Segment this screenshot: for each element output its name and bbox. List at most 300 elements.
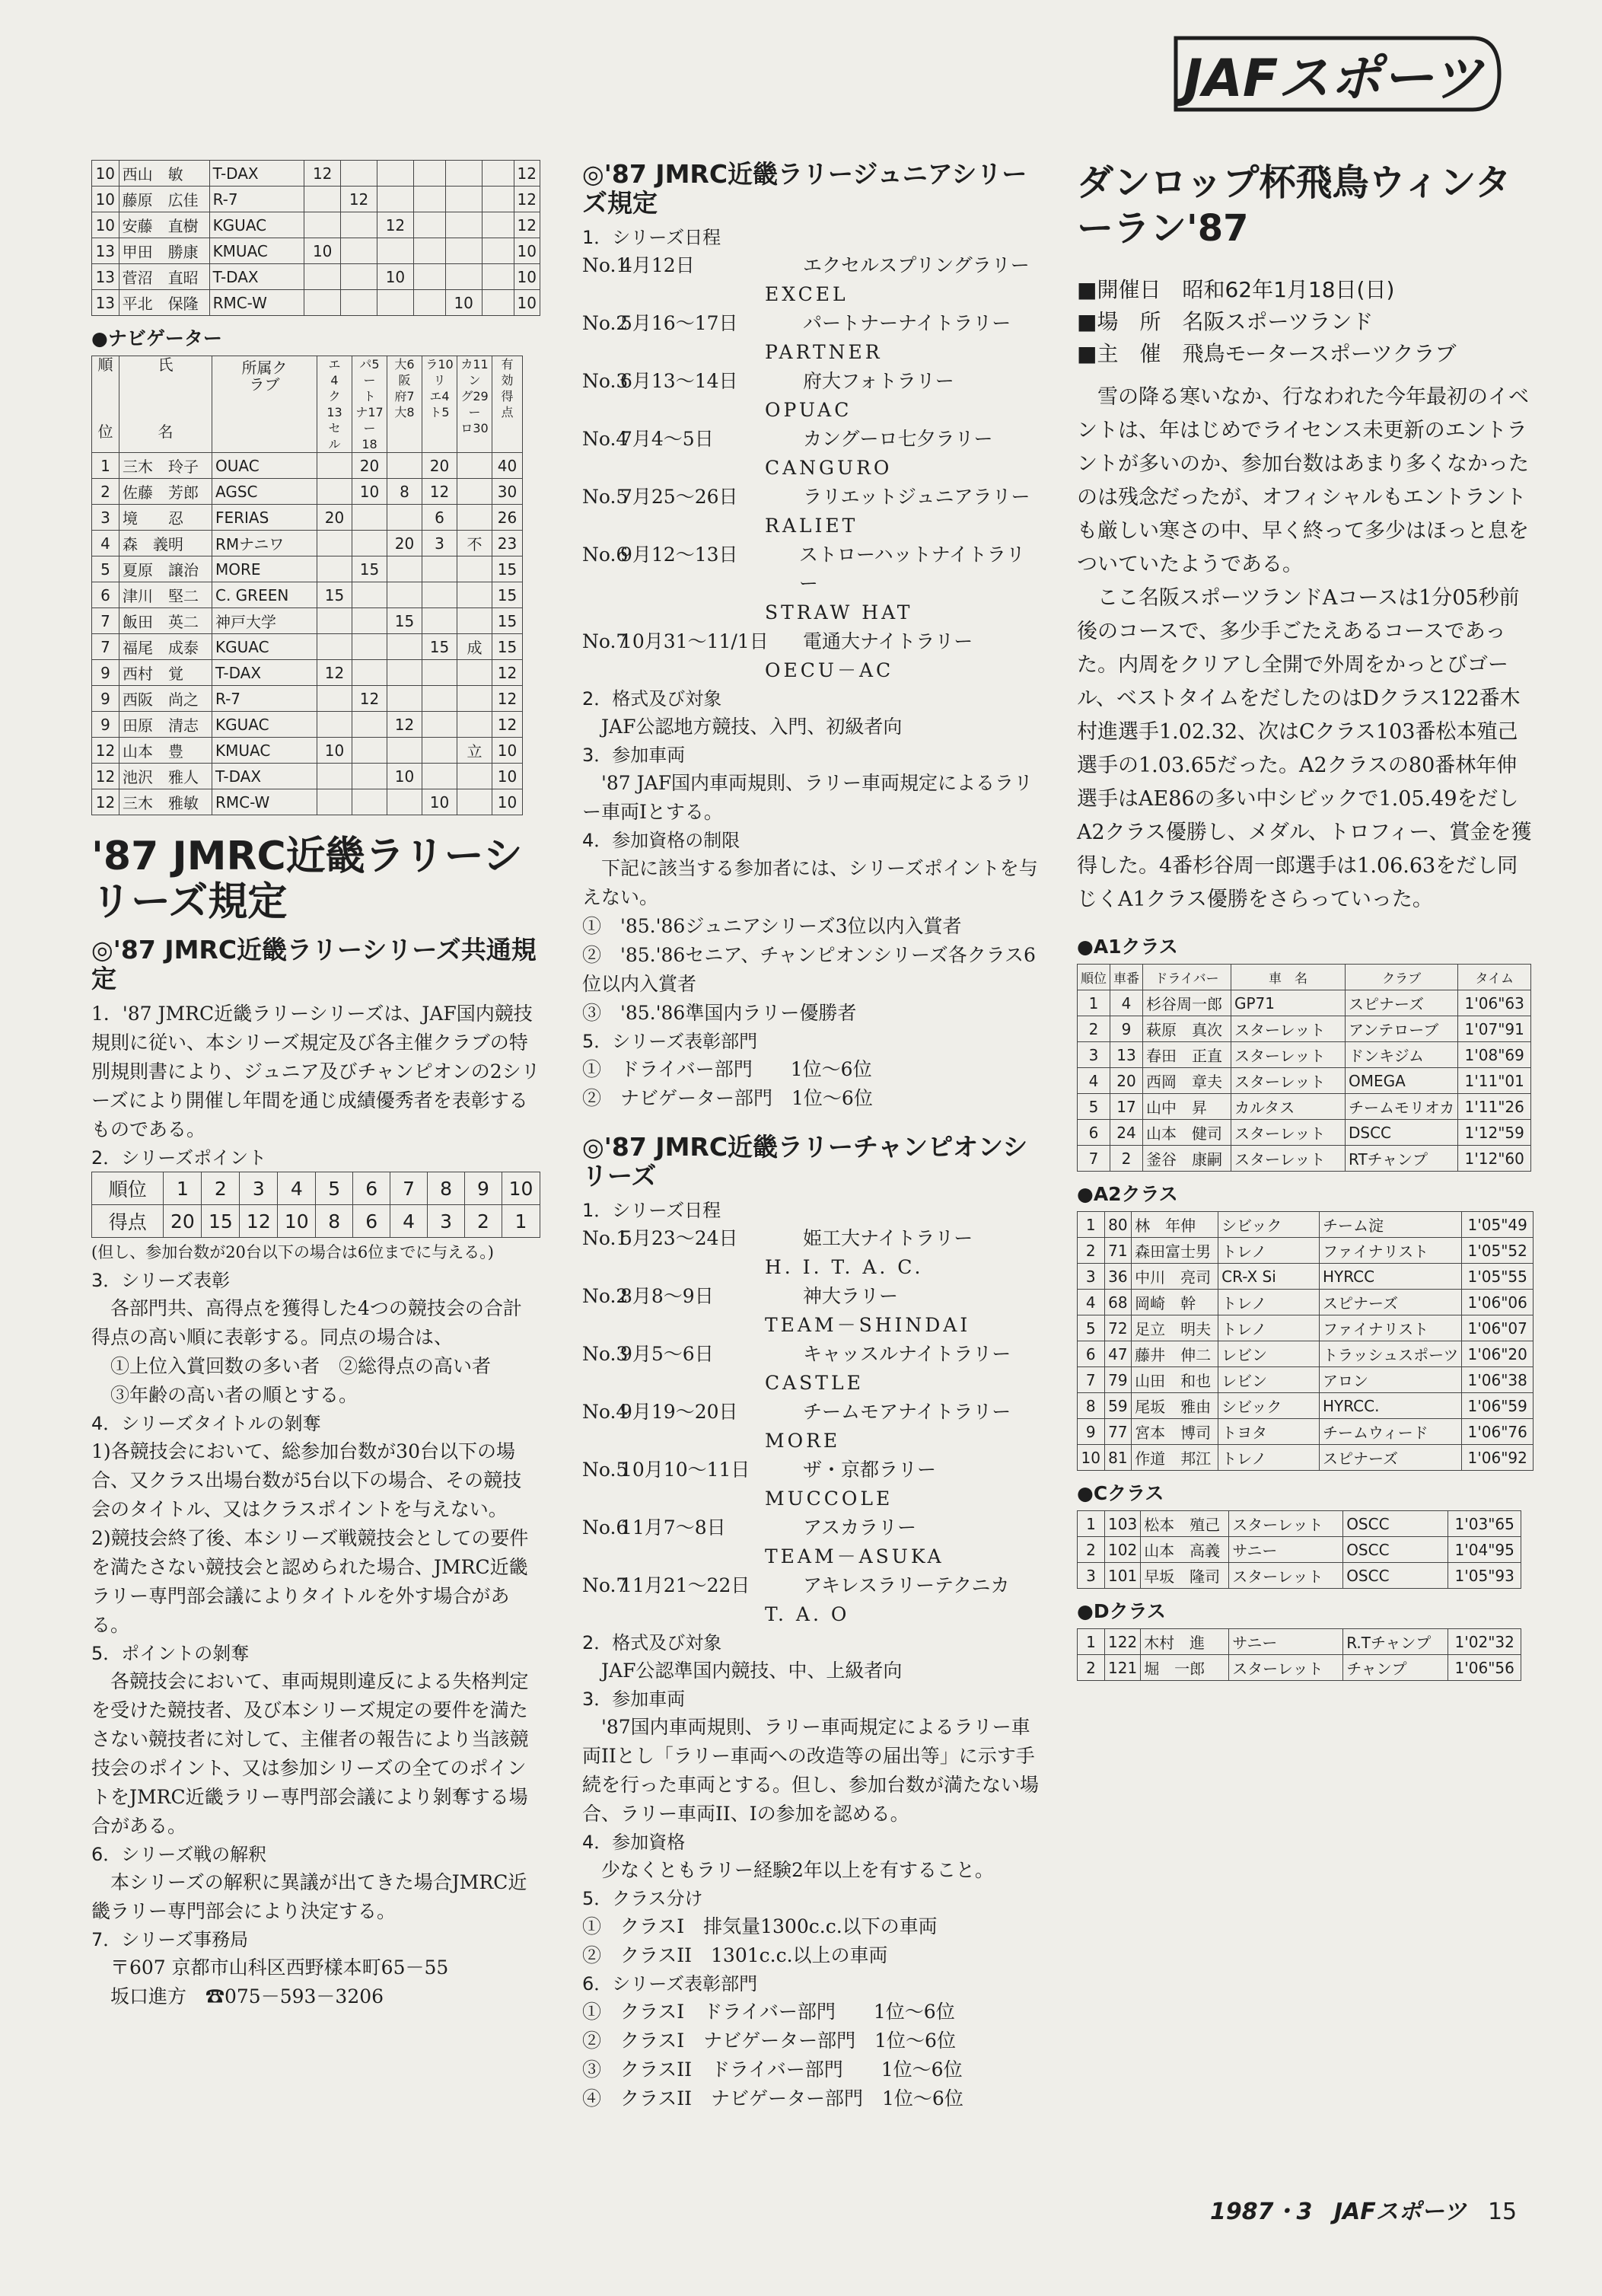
table-cell <box>387 505 422 531</box>
table-cell <box>457 660 492 686</box>
table-cell: 1'06"56 <box>1448 1655 1521 1681</box>
schedule-no: No.5 <box>582 1459 629 1481</box>
column-right <box>1077 160 1534 1681</box>
table-cell: 10 <box>92 187 119 212</box>
table-cell: OMEGA <box>1346 1068 1458 1094</box>
table-cell: 10 <box>514 264 540 290</box>
schedule-club-code: TEAM－ASUKA <box>765 1545 944 1567</box>
table-cell: 3 <box>1078 1563 1105 1589</box>
schedule-date: 4月12日 <box>620 254 695 276</box>
table-cell <box>352 660 387 686</box>
schedule-date: 5月16～17日 <box>620 312 738 334</box>
series-rules-heading: '87 JMRC近畿ラリーシリーズ規定 <box>91 834 523 925</box>
schedule-no: No.4 <box>582 1401 629 1423</box>
table-cell: スターレット <box>1229 1563 1343 1589</box>
table-cell: 平北 保隆 <box>119 290 209 316</box>
table-cell <box>482 212 514 238</box>
table-cell: 101 <box>1105 1563 1141 1589</box>
rules-item-3-line2: ③年齢の高い者の順とする。 <box>110 1384 358 1406</box>
points-cell: 10 <box>278 1205 316 1238</box>
schedule-club-code: H. I. T. A. C. <box>765 1256 924 1278</box>
schedule-name: パートナーナイトラリー <box>803 312 1011 334</box>
table-cell: スターレット <box>1229 1511 1343 1537</box>
table-row <box>1078 1629 1521 1655</box>
schedule-date: 7月4～5日 <box>620 428 714 450</box>
champion-schedule <box>582 1224 1039 1629</box>
table-cell: KGUAC <box>212 634 317 660</box>
table-cell <box>457 505 492 531</box>
table-cell <box>352 634 387 660</box>
points-cell: 2 <box>465 1205 502 1238</box>
table-row <box>92 531 523 556</box>
table-cell: 10 <box>92 212 119 238</box>
points-cell: 10 <box>502 1172 540 1205</box>
table-cell: 福尾 成泰 <box>119 634 212 660</box>
table-cell: RMC-W <box>212 789 317 815</box>
table-cell: OUAC <box>212 453 317 479</box>
table-cell: 10 <box>422 789 457 815</box>
table-cell: 西村 覚 <box>119 660 212 686</box>
table-cell: スターレット <box>1231 1120 1346 1146</box>
junior-item-4: 4．参加資格の制限 <box>582 830 740 851</box>
table-cell <box>352 531 387 556</box>
table-cell: R-7 <box>212 686 317 712</box>
table-row <box>92 479 523 505</box>
table-cell: 10 <box>92 161 119 187</box>
table-cell: 津川 堅二 <box>119 582 212 608</box>
table-cell: 菅沼 直昭 <box>119 264 209 290</box>
table-cell: 5 <box>1078 1315 1105 1341</box>
table-cell: 6 <box>422 505 457 531</box>
table-cell: GP71 <box>1231 990 1346 1016</box>
table-cell: 9 <box>92 686 119 712</box>
schedule-club-code: TEAM－SHINDAI <box>765 1314 971 1336</box>
table-cell: 8 <box>387 479 422 505</box>
table-cell: 9 <box>1078 1419 1105 1445</box>
table-cell: 10 <box>1078 1445 1105 1471</box>
schedule-no: No.1 <box>582 254 629 276</box>
event-title: ダンロップ杯飛鳥ウィンターラン'87 <box>1077 161 1511 250</box>
table-cell <box>304 264 341 290</box>
points-cell: 3 <box>240 1172 278 1205</box>
points-cell: 9 <box>465 1172 502 1205</box>
table-cell: 9 <box>92 712 119 738</box>
rules-item-6-body: 本シリーズの解釈に異議が出てきた場合JMRC近畿ラリー専門部会により決定する。 <box>91 1871 527 1922</box>
table-cell: 12 <box>377 212 413 238</box>
table-cell <box>341 161 377 187</box>
table-cell <box>422 582 457 608</box>
table-cell: 20 <box>1110 1068 1143 1094</box>
schedule-date: 10月10～11日 <box>620 1459 750 1481</box>
table-cell: 6 <box>1078 1341 1105 1367</box>
table-row <box>92 738 523 764</box>
table-cell: 池沢 雅人 <box>119 764 212 789</box>
table-cell: トレノ <box>1218 1445 1320 1471</box>
table-cell: 20 <box>422 453 457 479</box>
table-cell: T-DAX <box>212 764 317 789</box>
table-cell: 甲田 勝康 <box>119 238 209 264</box>
table-cell: OSCC <box>1343 1511 1448 1537</box>
table-cell: 1'12"59 <box>1458 1120 1531 1146</box>
junior-item-5: 5．シリーズ表彰部門 <box>582 1031 758 1052</box>
table-cell: HYRCC <box>1319 1264 1461 1290</box>
c-results-table <box>1077 1510 1521 1589</box>
event-report-para-2: ここ名阪スポーツランドAコースは1分05秒前後のコースで、多少手ごたえあるコースであった。内周をクリアし全開で外周をかっとびゴール、ベストタイムをだしたのはDクラス122番木村進選手1.02.32、次はCクラス103番松本殖己選手の1.03.65だった。A2クラスの80番林年伸選手はAE86の多い中シビックで1.05.49をだしA2クラス優勝し、メダル、トロフィー、賞金を獲得した。4番杉谷周一郎選手は1.06.63をだし同じくA1クラス優勝をさらっていった。 <box>1077 586 1532 911</box>
table-cell <box>317 686 352 712</box>
table-cell: 3 <box>422 531 457 556</box>
table-cell: スターレット <box>1229 1655 1343 1681</box>
table-cell: 4 <box>1078 1290 1105 1315</box>
d-class-heading: ●Dクラス <box>1077 1600 1166 1622</box>
table-cell: 1'06"63 <box>1458 990 1531 1016</box>
table-cell <box>457 556 492 582</box>
table-cell: 1'04"95 <box>1448 1537 1521 1563</box>
champion-item-6-sub-1: ① クラスI ドライバー部門 1位～6位 <box>582 2001 955 2023</box>
header-cell: クラブ <box>1346 965 1458 990</box>
office-contact: 坂口進方 ☎075－593－3206 <box>110 1985 384 2007</box>
navigator-heading: ●ナビゲーター <box>91 327 222 349</box>
table-row <box>92 556 523 582</box>
points-cell: 6 <box>353 1172 390 1205</box>
table-row <box>1078 1238 1534 1264</box>
points-cell: 4 <box>390 1205 428 1238</box>
table-cell: カルタス <box>1231 1094 1346 1120</box>
schedule-club-code: CANGURO <box>765 457 893 479</box>
table-cell: 松本 殖己 <box>1141 1511 1229 1537</box>
table-cell: OSCC <box>1343 1537 1448 1563</box>
table-cell <box>341 264 377 290</box>
table-cell <box>377 290 413 316</box>
table-cell: 1'02"32 <box>1448 1629 1521 1655</box>
junior-item-3-body: '87 JAF国内車両規則、ラリー車両規定によるラリー車両Iとする。 <box>582 772 1033 823</box>
table-cell: 122 <box>1105 1629 1141 1655</box>
table-cell: 岡崎 幹 <box>1132 1290 1218 1315</box>
schedule-row <box>582 251 1039 280</box>
schedule-no: No.6 <box>582 544 629 566</box>
table-cell: 1 <box>1078 1629 1105 1655</box>
schedule-club-code: OECU－AC <box>765 659 894 681</box>
schedule-no: No.2 <box>582 312 629 334</box>
table-cell: 田原 清志 <box>119 712 212 738</box>
table-cell: サニー <box>1229 1537 1343 1563</box>
table-cell: 12 <box>514 161 540 187</box>
table-row <box>92 686 523 712</box>
header-cell: 車番 <box>1110 965 1143 990</box>
table-cell <box>341 212 377 238</box>
table-cell: 12 <box>352 686 387 712</box>
table-cell: 72 <box>1104 1315 1132 1341</box>
table-cell <box>377 187 413 212</box>
table-cell: 1'06"20 <box>1462 1341 1534 1367</box>
table-cell: チャンプ <box>1343 1655 1448 1681</box>
points-cell: 1 <box>164 1172 202 1205</box>
table-cell: 13 <box>92 264 119 290</box>
rules-item-4-body-2: 2)競技会終了後、本シリーズ戦競技会としての要件を満たさない競技会と認められた場合、JMRC近畿ラリー専門部会議によりタイトルを外す場合がある。 <box>91 1527 529 1636</box>
schedule-no: No.5 <box>582 486 629 508</box>
schedule-club-code: MORE <box>765 1430 841 1452</box>
schedule-row <box>582 1513 1039 1542</box>
table-cell: レビン <box>1218 1341 1320 1367</box>
table-cell: 40 <box>492 453 523 479</box>
schedule-row <box>582 483 1039 512</box>
schedule-club-code: OPUAC <box>765 399 852 421</box>
table-cell: 6 <box>1078 1120 1110 1146</box>
table-cell: 3 <box>1078 1264 1105 1290</box>
table-row <box>92 582 523 608</box>
event-report-para-1: 雪の降る寒いなか、行なわれた今年最初のイベントは、年はじめでライセンス未更新のエントラントが多いのか、参加台数はあまり多くなかったのは残念だったが、オフィシャルもエントラントも厳しい寒さの中、早く終って多少はほっと息をついていたようである。 <box>1077 385 1529 576</box>
table-cell <box>377 161 413 187</box>
champion-item-6: 6．シリーズ表彰部門 <box>582 1973 758 1995</box>
table-cell: 3 <box>92 505 119 531</box>
junior-item-4-sub-1: ① '85.'86ジュニアシリーズ3位以内入賞者 <box>582 915 962 937</box>
table-row <box>1078 1315 1534 1341</box>
table-cell: 尾坂 雅由 <box>1132 1393 1218 1419</box>
champion-item-4: 4．参加資格 <box>582 1832 686 1853</box>
junior-item-4-body: 下記に該当する参加者には、シリーズポイントを与えない。 <box>582 857 1038 908</box>
table-cell: 立 <box>457 738 492 764</box>
table-cell: 12 <box>492 660 523 686</box>
table-cell <box>317 789 352 815</box>
table-cell: 12 <box>514 212 540 238</box>
table-cell: 2 <box>1110 1146 1143 1172</box>
schedule-date: 7月25～26日 <box>620 486 738 508</box>
column-left <box>91 160 540 2011</box>
table-cell: KGUAC <box>212 712 317 738</box>
table-cell: T-DAX <box>209 161 304 187</box>
table-cell: 足立 明夫 <box>1132 1315 1218 1341</box>
event-date: ■開催日 昭和62年1月18日(日) <box>1077 277 1395 302</box>
points-cell: 7 <box>390 1172 428 1205</box>
table-cell: 10 <box>514 290 540 316</box>
table-cell: 20 <box>352 453 387 479</box>
table-cell: 1'06"76 <box>1462 1419 1534 1445</box>
rules-item-6: 6．シリーズ戦の解釈 <box>91 1844 267 1865</box>
table-cell: 17 <box>1110 1094 1143 1120</box>
table-cell: 1'06"38 <box>1462 1367 1534 1393</box>
table-cell: 15 <box>352 556 387 582</box>
table-cell <box>317 453 352 479</box>
schedule-name: ストローハットナイトラリー <box>798 544 1025 595</box>
table-cell: スターレット <box>1231 1146 1346 1172</box>
event-organizer: ■主 催 飛鳥モータースポーツクラブ <box>1077 341 1457 366</box>
table-row <box>1078 1445 1534 1471</box>
column-middle <box>582 160 1039 2113</box>
table-cell: 36 <box>1104 1264 1132 1290</box>
table-cell: 1'07"91 <box>1458 1016 1531 1042</box>
office-address: 〒607 京都市山科区西野樣本町65－55 <box>110 1956 449 1979</box>
table-cell: 12 <box>92 764 119 789</box>
schedule-club-code: STRAW HAT <box>765 601 913 623</box>
footer-magazine: JAFスポーツ <box>1333 2199 1467 2225</box>
points-cell: 2 <box>202 1172 240 1205</box>
table-row <box>1078 1655 1521 1681</box>
table-cell: MORE <box>212 556 317 582</box>
table-cell <box>341 290 377 316</box>
table-cell: 西阪 尚之 <box>119 686 212 712</box>
table-cell: 12 <box>422 479 457 505</box>
table-cell: 成 <box>457 634 492 660</box>
schedule-club-code: T. A. O <box>765 1603 850 1625</box>
table-row <box>92 505 523 531</box>
schedule-name: アキレスラリーテクニカ <box>803 1574 1010 1596</box>
table-cell: 7 <box>1078 1146 1110 1172</box>
table-row <box>92 264 540 290</box>
schedule-name: カングーロ七夕ラリー <box>803 428 993 450</box>
rules-item-5: 5．ポイントの剝奪 <box>91 1643 250 1664</box>
table-cell: 10 <box>492 789 523 815</box>
table-cell: 1 <box>1078 990 1110 1016</box>
table-cell: トヨタ <box>1218 1419 1320 1445</box>
points-cell: 3 <box>428 1205 465 1238</box>
table-cell <box>387 686 422 712</box>
table-cell: 10 <box>377 264 413 290</box>
table-cell: 4 <box>1110 990 1143 1016</box>
table-cell: 6 <box>92 582 119 608</box>
table-cell: チームモリオカ <box>1346 1094 1458 1120</box>
table-cell: 10 <box>387 764 422 789</box>
table-cell: 林 年伸 <box>1132 1212 1218 1238</box>
table-cell: 境 忍 <box>119 505 212 531</box>
table-cell <box>482 264 514 290</box>
table-cell: 20 <box>387 531 422 556</box>
schedule-date: 6月13～14日 <box>620 370 738 392</box>
schedule-no: No.2 <box>582 1285 629 1307</box>
table-cell: 山本 高義 <box>1141 1537 1229 1563</box>
table-cell: 山田 和也 <box>1132 1367 1218 1393</box>
table-row <box>92 212 540 238</box>
schedule-date: 8月8～9日 <box>620 1285 714 1307</box>
table-cell: 安藤 直樹 <box>119 212 209 238</box>
table-cell <box>377 238 413 264</box>
table-cell: シビック <box>1218 1212 1320 1238</box>
series-points-table: 順位 1 2 3 4 5 6 7 8 9 10 得点 20 15 12 10 8 6 4 3 2 1 <box>91 1172 540 1238</box>
table-cell: 作道 邦江 <box>1132 1445 1218 1471</box>
page-footer <box>1210 2192 1530 2226</box>
schedule-date: 9月5～6日 <box>620 1343 714 1365</box>
table-cell: 1'05"93 <box>1448 1563 1521 1589</box>
champion-series-heading: ◎'87 JMRC近畿ラリーチャンピオンシリーズ <box>582 1132 1028 1191</box>
table-row <box>92 712 523 738</box>
table-cell <box>413 187 445 212</box>
table-cell: 7 <box>92 608 119 634</box>
common-rules-heading: ◎'87 JMRC近畿ラリーシリーズ共通規定 <box>91 935 537 993</box>
points-cell: 8 <box>316 1205 353 1238</box>
footer-issue: 1987・3 <box>1210 2199 1313 2225</box>
points-cell: 8 <box>428 1172 465 1205</box>
rules-item-3-line1: ①上位入賞回数の多い者 ②総得点の高い者 <box>110 1355 492 1377</box>
champion-item-3: 3．参加車両 <box>582 1689 686 1710</box>
table-cell: 12 <box>92 789 119 815</box>
table-cell <box>304 290 341 316</box>
table-cell <box>413 264 445 290</box>
schedule-no: No.3 <box>582 1343 629 1365</box>
table-row <box>92 608 523 634</box>
rules-item-3-body: 各部門共、高得点を獲得した4つの競技会の合計得点の高い順に表彰する。同点の場合は、 <box>91 1297 522 1348</box>
table-cell: RTチャンプ <box>1346 1146 1458 1172</box>
schedule-date: 9月19～20日 <box>620 1401 738 1423</box>
schedule-name: エクセルスプリングラリー <box>803 254 1030 276</box>
table-row <box>1078 1537 1521 1563</box>
table-row <box>1078 1016 1531 1042</box>
table-row <box>92 238 540 264</box>
table-cell: 10 <box>514 238 540 264</box>
table-cell: 1'06"06 <box>1462 1290 1534 1315</box>
table-cell: 10 <box>304 238 341 264</box>
points-cell: 6 <box>353 1205 390 1238</box>
points-cell: 12 <box>240 1205 278 1238</box>
table-row <box>1078 1290 1534 1315</box>
rules-item-3: 3．シリーズ表彰 <box>91 1270 231 1291</box>
table-cell: 71 <box>1104 1238 1132 1264</box>
table-cell <box>422 608 457 634</box>
table-cell: スピナーズ <box>1319 1445 1461 1471</box>
table-cell: 12 <box>92 738 119 764</box>
table-cell: 15 <box>492 608 523 634</box>
champion-schedule-label: 1．シリーズ日程 <box>582 1200 721 1221</box>
table-cell: 佐藤 芳郎 <box>119 479 212 505</box>
table-cell: HYRCC. <box>1319 1393 1461 1419</box>
champion-item-5: 5．クラス分け <box>582 1888 703 1909</box>
table-cell: 1'11"01 <box>1458 1068 1531 1094</box>
junior-item-3: 3．参加車両 <box>582 745 686 766</box>
table-cell: 47 <box>1104 1341 1132 1367</box>
table-cell: サニー <box>1229 1629 1343 1655</box>
table-cell: KMUAC <box>209 238 304 264</box>
table-row <box>92 290 540 316</box>
schedule-name: アスカラリー <box>803 1516 917 1539</box>
table-cell: レビン <box>1218 1367 1320 1393</box>
table-cell: 山本 健司 <box>1143 1120 1231 1146</box>
table-cell: 1'03"65 <box>1448 1511 1521 1537</box>
table-cell: 三木 玲子 <box>119 453 212 479</box>
table-cell: 宮本 博司 <box>1132 1419 1218 1445</box>
champion-item-2: 2．格式及び対象 <box>582 1632 722 1653</box>
table-cell <box>457 712 492 738</box>
table-cell: R.Tチャンプ <box>1343 1629 1448 1655</box>
c-class-heading: ●Cクラス <box>1077 1482 1164 1504</box>
junior-item-5-sub-2: ② ナビゲーター部門 1位～6位 <box>582 1087 873 1109</box>
table-cell: 7 <box>92 634 119 660</box>
table-cell: T-DAX <box>209 264 304 290</box>
schedule-name: 電通大ナイトラリー <box>803 630 973 652</box>
table-cell: 萩原 真次 <box>1143 1016 1231 1042</box>
table-cell: トレノ <box>1218 1290 1320 1315</box>
schedule-name: 府大フォトラリー <box>803 370 954 392</box>
table-cell: スピナーズ <box>1319 1290 1461 1315</box>
junior-item-4-sub-3: ③ '85.'86準国内ラリー優勝者 <box>582 1002 857 1024</box>
header-cell: タイム <box>1458 965 1531 990</box>
table-cell: シビック <box>1218 1393 1320 1419</box>
rules-para-1: 1．'87 JMRC近畿ラリーシリーズは、JAF国内競技規則に従い、本シリーズ規定及び各主催クラブの特別規則書により、ジュニア及びチャンピオンの2シリーズにより開催し年間を通じ成績優秀者を表彰するものである。 <box>91 1003 540 1140</box>
table-cell: 13 <box>92 238 119 264</box>
table-cell <box>413 212 445 238</box>
table-cell: 103 <box>1105 1511 1141 1537</box>
junior-series-heading: ◎'87 JMRC近畿ラリージュニアシリーズ規定 <box>582 159 1027 218</box>
table-row <box>92 789 523 815</box>
table-cell <box>387 660 422 686</box>
schedule-name: ザ・京都ラリー <box>803 1459 937 1481</box>
champion-item-5-sub-2: ② クラスII 1301c.c.以上の車両 <box>582 1944 888 1966</box>
table-cell: 7 <box>1078 1367 1105 1393</box>
table-cell: 2 <box>92 479 119 505</box>
table-cell <box>482 238 514 264</box>
table-row <box>1078 1393 1534 1419</box>
table-cell <box>422 738 457 764</box>
table-cell: アロン <box>1319 1367 1461 1393</box>
jaf-sports-logo <box>1153 29 1505 119</box>
table-cell: 森田富士男 <box>1132 1238 1218 1264</box>
schedule-row <box>582 367 1039 396</box>
